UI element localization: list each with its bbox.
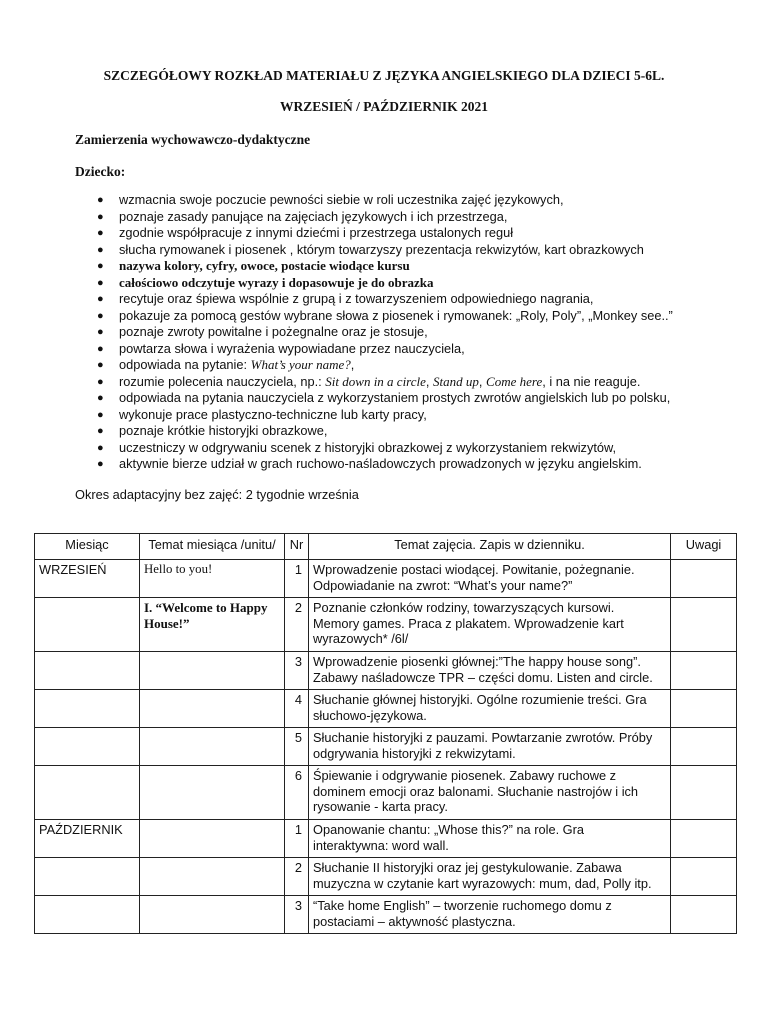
goal-text: odpowiada na pytania nauczyciela z wykorzystaniem prostych zwrotów angielskich lub po polsku,	[119, 390, 671, 405]
cell-notes	[671, 728, 737, 766]
goal-item	[97, 357, 717, 374]
cell-theme	[140, 820, 285, 858]
table-row	[35, 858, 737, 896]
cell-lesson	[309, 820, 671, 858]
table-row	[35, 766, 737, 820]
goal-text-separator: ,	[478, 373, 487, 389]
goals-list	[97, 192, 717, 473]
table-row	[35, 560, 737, 598]
cell-notes	[671, 690, 737, 728]
bullet-icon: ●	[97, 276, 104, 289]
cell-nr: 1	[285, 820, 309, 858]
cell-lesson	[309, 896, 671, 934]
lesson-line: Śpiewanie i odgrywanie piosenek. Zabawy ruchowe z	[313, 768, 617, 783]
header-lesson: Temat zajęcia. Zapis w dzienniku.	[309, 534, 671, 560]
goal-text-italic: Sit down in a circle	[325, 373, 426, 389]
bullet-icon: ●	[97, 359, 104, 371]
bullet-icon: ●	[97, 243, 104, 256]
cell-notes	[671, 896, 737, 934]
bullet-icon: ●	[97, 408, 104, 421]
goal-text: słucha rymowanek i piosenek , którym towarzyszy prezentacja rekwizytów, kart obrazkowych	[119, 241, 644, 257]
goal-text: recytuje oraz śpiewa wspólnie z grupą i z towarzyszeniem odpowiedniego nagrania,	[119, 291, 594, 306]
table-row	[35, 652, 737, 690]
goal-text: uczestniczy w odgrywaniu scenek z historyjki obrazkowej z wykorzystaniem rekwizytów,	[119, 439, 617, 455]
goal-item	[97, 324, 717, 341]
bullet-icon: ●	[97, 326, 104, 338]
table-row	[35, 598, 737, 652]
cell-theme	[140, 652, 285, 690]
cell-notes	[671, 652, 737, 690]
cell-nr: 4	[285, 690, 309, 728]
cell-lesson	[309, 690, 671, 728]
header-theme: Temat miesiąca /unitu/	[140, 534, 285, 560]
lesson-line: odgrywania historyjki z rekwizytami.	[313, 745, 516, 761]
goal-item	[97, 308, 717, 325]
goal-item	[97, 341, 717, 358]
goal-item	[97, 258, 717, 275]
goal-text-separator: ,	[425, 373, 434, 389]
cell-nr: 2	[285, 858, 309, 896]
cell-month: PAŹDZIERNIK	[35, 820, 140, 858]
cell-notes	[671, 766, 737, 820]
cell-notes	[671, 820, 737, 858]
goal-item	[97, 407, 717, 424]
cell-nr: 1	[285, 560, 309, 598]
goal-text: powtarza słowa i wyrażenia wypowiadane przez nauczyciela,	[119, 340, 465, 356]
goal-item	[97, 225, 717, 242]
bullet-icon: ●	[97, 458, 104, 470]
cell-month	[35, 652, 140, 690]
cell-lesson	[309, 598, 671, 652]
goal-text-suffix: , i na nie reaguje.	[542, 373, 641, 389]
cell-notes	[671, 560, 737, 598]
table-row	[35, 728, 737, 766]
lesson-line: Słuchanie historyjki z pauzami. Powtarzanie zwrotów. Próby	[313, 730, 653, 745]
document-title: SZCZEGÓŁOWY ROZKŁAD MATERIAŁU Z JĘZYKA ANGIELSKIEGO DLA DZIECI 5-6L.	[103, 68, 665, 83]
goal-item	[97, 209, 717, 226]
goal-text-prefix: odpowiada na pytanie:	[119, 357, 251, 372]
goal-text-italic: What’s your name?	[250, 357, 351, 372]
goal-text-italic: Come here	[486, 373, 543, 389]
table-row	[35, 820, 737, 858]
bullet-icon: ●	[97, 309, 104, 322]
cell-theme: Hello to you!	[140, 560, 285, 598]
goal-text: pokazuje za pomocą gestów wybrane słowa z piosenek i rymowanek: „Roly, Poly”, „Monkey see..”	[119, 307, 673, 323]
bullet-icon: ●	[97, 260, 104, 272]
cell-nr: 3	[285, 652, 309, 690]
lesson-line: Zabawy naśladowcze TPR – części domu. Listen and circle.	[313, 669, 653, 685]
goal-text: całościowo odczytuje wyrazy i dopasowuje je do obrazka	[119, 274, 434, 290]
cell-theme	[140, 858, 285, 896]
cell-lesson	[309, 766, 671, 820]
goal-item	[97, 456, 717, 473]
bullet-icon: ●	[97, 342, 104, 355]
lesson-line: rysowanie - karta pracy.	[313, 799, 448, 814]
goal-text: zgodnie współpracuje z innymi dziećmi i przestrzega ustalonych reguł	[119, 225, 514, 240]
cell-nr: 5	[285, 728, 309, 766]
goal-text-prefix: rozumie polecenia nauczyciela, np.:	[119, 373, 326, 389]
table-row	[35, 896, 737, 934]
schedule-table	[34, 533, 737, 934]
goal-text: wzmacnia swoje poczucie pewności siebie w roli uczestnika zajęć językowych,	[119, 192, 564, 207]
cell-lesson	[309, 560, 671, 598]
lesson-line: interaktywna: word wall.	[313, 837, 449, 853]
unit-title: I. “Welcome to Happy House!”	[144, 600, 268, 631]
lesson-line: postaciami – aktywność plastyczna.	[313, 913, 516, 929]
goal-text: wykonuje prace plastyczno-techniczne lub karty pracy,	[119, 406, 427, 422]
cell-notes	[671, 858, 737, 896]
cell-theme	[140, 598, 285, 652]
lesson-line: wyrazowych* /6l/	[313, 631, 409, 646]
adaptation-note: Okres adaptacyjny bez zajęć: 2 tygodnie września	[75, 487, 359, 502]
goal-item	[97, 374, 717, 391]
goal-text-suffix: ,	[350, 357, 355, 372]
cell-lesson	[309, 858, 671, 896]
cell-month	[35, 896, 140, 934]
goal-item	[97, 440, 717, 457]
bullet-icon: ●	[97, 227, 104, 239]
cell-month	[35, 598, 140, 652]
goal-text: poznaje krótkie historyjki obrazkowe,	[119, 423, 328, 438]
cell-notes	[671, 598, 737, 652]
cell-lesson	[309, 652, 671, 690]
bullet-icon: ●	[97, 194, 104, 206]
lesson-line: Wprowadzenie piosenki głównej:”The happy house song”.	[313, 654, 641, 669]
table-header-row	[35, 534, 737, 560]
cell-month	[35, 728, 140, 766]
cell-nr: 3	[285, 896, 309, 934]
goal-text: aktywnie bierze udział w grach ruchowo-naśladowczych prowadzonych w języku angielskim.	[119, 456, 642, 471]
header-month: Miesiąc	[35, 534, 140, 560]
goal-text-italic: Stand up	[433, 373, 479, 389]
bullet-icon: ●	[97, 375, 104, 388]
lesson-line: dominem emocji oraz balonami. Słuchanie nastrojów i ich	[313, 783, 639, 799]
lesson-line: “Take home English” – tworzenie ruchomego domu z	[313, 898, 612, 913]
goal-text: nazywa kolory, cyfry, owoce, postacie wiodące kursu	[119, 258, 410, 273]
bullet-icon: ●	[97, 210, 104, 223]
cell-theme	[140, 690, 285, 728]
cell-month	[35, 858, 140, 896]
goal-text: poznaje zasady panujące na zajęciach językowych i ich przestrzega,	[119, 208, 508, 224]
goal-item	[97, 242, 717, 259]
cell-nr: 2	[285, 598, 309, 652]
intro-heading: Zamierzenia wychowawczo-dydaktyczne	[75, 132, 311, 147]
document-subtitle: WRZESIEŃ / PAŹDZIERNIK 2021	[280, 99, 488, 114]
goal-item	[97, 291, 717, 308]
header-nr: Nr	[285, 534, 309, 560]
goal-item	[97, 192, 717, 209]
lesson-line: Poznanie członków rodziny, towarzyszących kursowi.	[313, 600, 615, 615]
lesson-line: muzyczna w czytanie kart wyrazowych: mum, dad, Polly itp.	[313, 875, 652, 891]
cell-month: WRZESIEŃ	[35, 560, 140, 598]
table-row	[35, 690, 737, 728]
header-notes: Uwagi	[671, 534, 737, 560]
lesson-line: Opanowanie chantu: „Whose this?” na role. Gra	[313, 822, 585, 837]
cell-theme	[140, 896, 285, 934]
goal-text: poznaje zwroty powitalne i pożegnalne oraz je stosuje,	[119, 324, 428, 339]
cell-month	[35, 690, 140, 728]
cell-theme	[140, 728, 285, 766]
lesson-line: Słuchanie głównej historyjki. Ogólne rozumienie treści. Gra	[313, 692, 647, 707]
goal-item	[97, 275, 717, 292]
bullet-icon: ●	[97, 293, 104, 305]
lesson-line: słuchowo-językowa.	[313, 707, 427, 723]
lesson-line: Wprowadzenie postaci wiodącej. Powitanie, pożegnanie.	[313, 562, 635, 577]
goal-item	[97, 390, 717, 407]
lesson-line: Odpowiadanie na zwrot: “What’s your name?”	[313, 577, 573, 593]
bullet-icon: ●	[97, 441, 104, 454]
bullet-icon: ●	[97, 425, 104, 437]
child-heading: Dziecko:	[75, 164, 126, 179]
cell-lesson	[309, 728, 671, 766]
cell-nr: 6	[285, 766, 309, 820]
bullet-icon: ●	[97, 392, 104, 404]
goal-item	[97, 423, 717, 440]
lesson-line: Słuchanie II historyjki oraz jej gestykulowanie. Zabawa	[313, 860, 622, 875]
cell-theme	[140, 766, 285, 820]
lesson-line: Memory games. Praca z plakatem. Wprowadzenie kart	[313, 615, 624, 631]
cell-month	[35, 766, 140, 820]
